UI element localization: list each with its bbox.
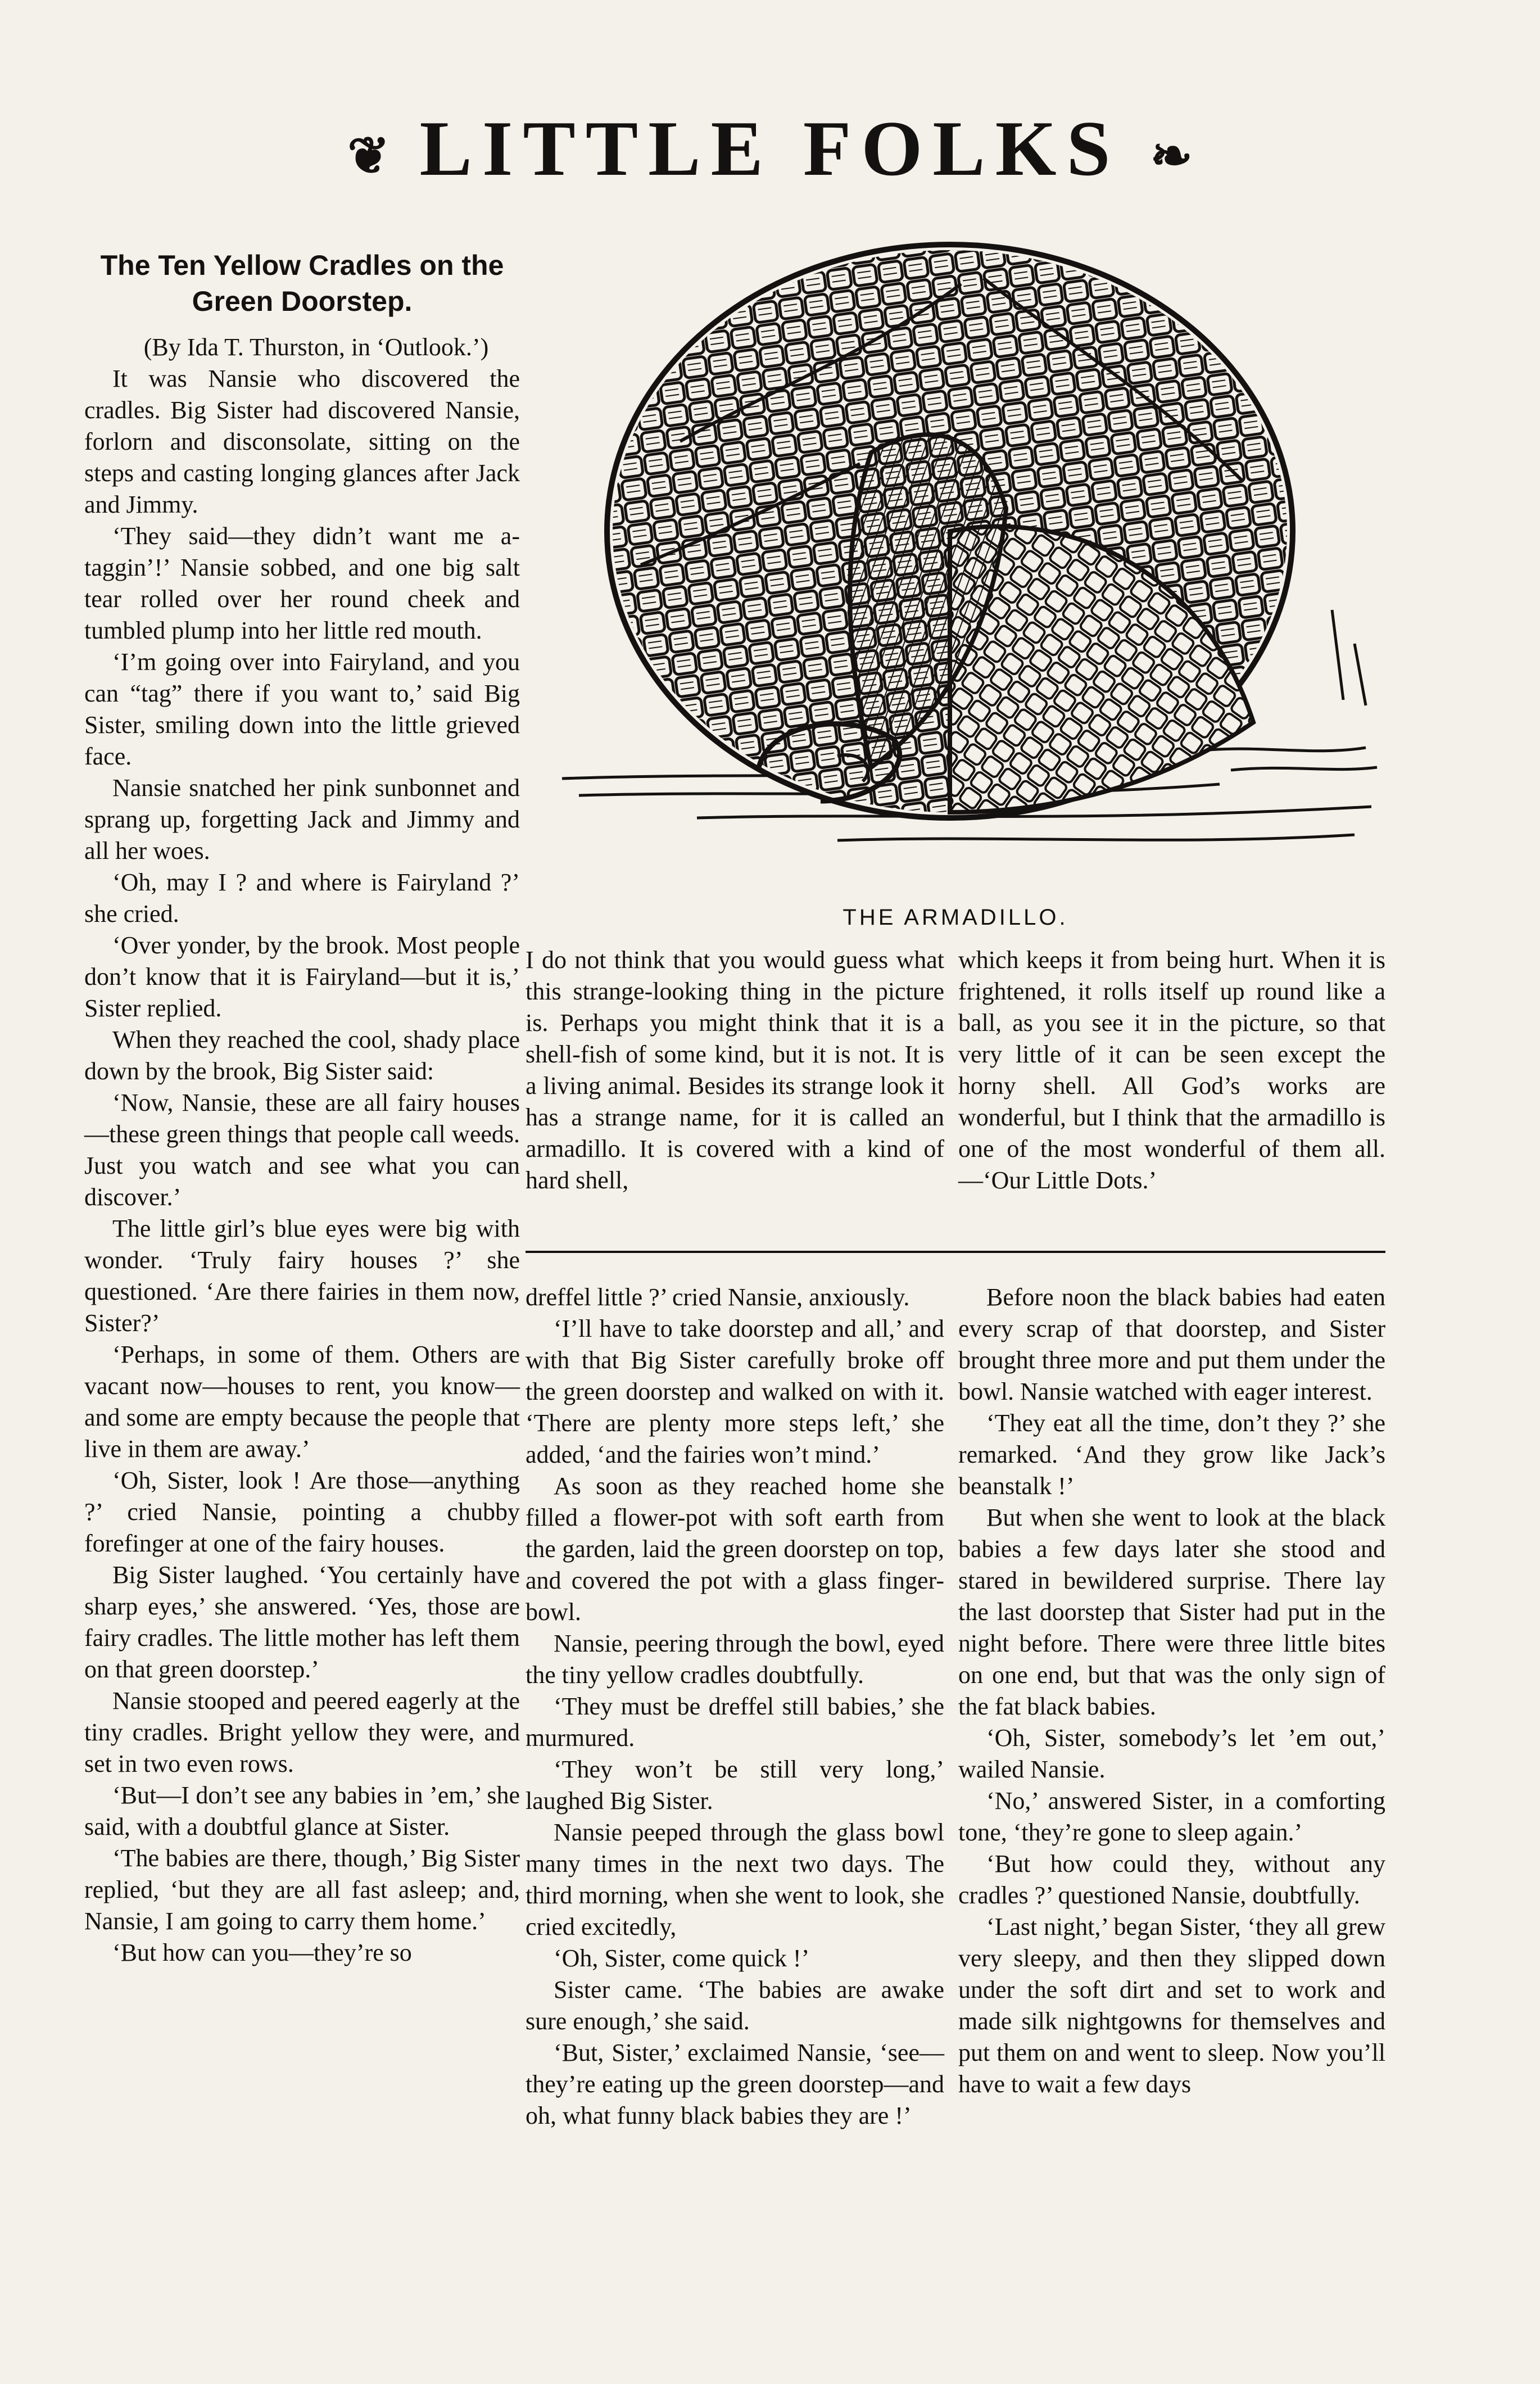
- paragraph: ‘They said—they didn’t want me a-taggin’!’ Nansie sobbed, and one big salt tear rolled over her round cheek and tumbled plump into her little red mouth.: [84, 522, 520, 644]
- paragraph: ‘But—I don’t see any babies in ’em,’ she said, with a doubtful glance at Sister.: [84, 1781, 520, 1840]
- story-title: The Ten Yellow Cradles on the Green Doorstep.: [100, 250, 504, 317]
- paragraph: ‘Oh, Sister, look ! Are those—anything ?’ cried Nansie, pointing a chubby forefinger at one of the fairy houses.: [84, 1467, 520, 1557]
- armadillo-column-2: [958, 944, 1385, 1196]
- paragraph: Nansie, peering through the bowl, eyed the tiny yellow cradles doubtfully.: [526, 1630, 944, 1689]
- paragraph: ‘But how can you—they’re so: [112, 1939, 412, 1966]
- paragraph: dreffel little ?’ cried Nansie, anxiously.: [526, 1283, 910, 1311]
- story-column-3: [958, 1282, 1385, 2100]
- paragraph: Nansie stooped and peered eagerly at the tiny cradles. Bright yellow they were, and set in two even rows.: [84, 1687, 520, 1777]
- paragraph: ‘Oh, may I ? and where is Fairyland ?’ she cried.: [84, 868, 520, 928]
- armadillo-text-2: which keeps it from being hurt. When it is frightened, it rolls itself up round like a ball, as you see it in the picture, so that very little of it can be seen except the horny shell. All God’s works are wonderful, but I think that the armadillo is one of the most wonderful of them all.—‘Our Little Dots.’: [958, 946, 1385, 1194]
- armadillo-column-1: [526, 944, 944, 1196]
- paragraph: Before noon the black babies had eaten every scrap of that doorstep, and Sister brought three more and put them under the bowl. Nansie watched with eager interest.: [958, 1283, 1385, 1405]
- paragraph: ‘Oh, Sister, somebody’s let ’em out,’ wailed Nansie.: [958, 1724, 1385, 1783]
- paragraph: ‘I’m going over into Fairyland, and you can “tag” there if you want to,’ said Big Sister, smiling down into the little grieved face.: [84, 648, 520, 770]
- story-col1-body: [84, 363, 520, 1969]
- paragraph: Nansie snatched her pink sunbonnet and sprang up, forgetting Jack and Jimmy and all her woes.: [84, 774, 520, 865]
- armadillo-text-1: I do not think that you would guess what this strange-looking thing in the picture is. Perhaps you might think that it is a shell-fish of some kind, but it is not. It is a living animal. Besides its strange look it has a strange name, for it is called an armadillo. It is covered with a kind of hard shell,: [526, 946, 944, 1194]
- paragraph: ‘Oh, Sister, come quick !’: [554, 1944, 810, 1972]
- paragraph: The little girl’s blue eyes were big with wonder. ‘Truly fairy houses ?’ she questioned. ‘Are there fairies in them now, Sister?’: [84, 1215, 520, 1337]
- armadillo-illustration: [556, 216, 1388, 891]
- paragraph: When they reached the cool, shady place down by the brook, Big Sister said:: [84, 1026, 520, 1085]
- right-ornament-icon: ❧: [1150, 128, 1193, 184]
- masthead-title: LITTLE FOLKS: [419, 105, 1121, 192]
- paragraph: But when she went to look at the black babies a few days later she stood and stared in bewildered surprise. There lay the last doorstep that Sister had put in the night before. There were three little bites on one end, but that was the only sign of the fat black babies.: [958, 1504, 1385, 1720]
- paragraph: As soon as they reached home she filled a flower-pot with soft earth from the garden, laid the green doorstep on top, and covered the pot with a glass finger-bowl.: [526, 1472, 944, 1626]
- paragraph: ‘But how could they, without any cradles ?’ questioned Nansie, doubtfully.: [958, 1850, 1385, 1909]
- paragraph: ‘They won’t be still very long,’ laughed Big Sister.: [526, 1756, 944, 1815]
- paragraph: Big Sister laughed. ‘You certainly have sharp eyes,’ she answered. ‘Yes, those are fairy cradles. The little mother has left them on that green doorstep.’: [84, 1561, 520, 1683]
- paragraph: ‘Perhaps, in some of them. Others are vacant now—houses to rent, you know—and some are empty because the people that live in them are away.’: [84, 1341, 520, 1463]
- story-byline: (By Ida T. Thurston, in ‘Outlook.’): [143, 333, 489, 361]
- masthead: [0, 105, 1540, 192]
- paragraph: It was Nansie who discovered the cradles. Big Sister had discovered Nansie, forlorn and disconsolate, sitting on the steps and casting longing glances after Jack and Jimmy.: [84, 365, 520, 518]
- paragraph: ‘Over yonder, by the brook. Most people don’t know that it is Fairyland—but it is,’ Sister replied.: [84, 931, 520, 1022]
- section-divider: [526, 1251, 1385, 1253]
- paragraph: ‘They must be dreffel still babies,’ she murmured.: [526, 1693, 944, 1752]
- left-ornament-icon: ❦: [347, 128, 390, 184]
- story-col3-body: [958, 1282, 1385, 2100]
- paragraph: ‘But, Sister,’ exclaimed Nansie, ‘see—they’re eating up the green doorstep—and oh, what funny black babies they are !’: [526, 2039, 944, 2129]
- paragraph: Nansie peeped through the glass bowl many times in the next two days. The third morning, when she went to look, she cried excitedly,: [526, 1818, 944, 1940]
- paragraph: ‘No,’ answered Sister, in a comforting tone, ‘they’re gone to sleep again.’: [958, 1787, 1385, 1846]
- story-column-1: [84, 247, 520, 1969]
- paragraph: ‘The babies are there, though,’ Big Sister replied, ‘but they are all fast asleep; and, Nansie, I am going to carry them home.’: [84, 1844, 520, 1935]
- paragraph: Sister came. ‘The babies are awake sure enough,’ she said.: [526, 1976, 944, 2035]
- story-column-2: [526, 1282, 944, 2132]
- paragraph: ‘Now, Nansie, these are all fairy houses—these green things that people call weeds. Just you watch and see what you can discover.’: [84, 1089, 520, 1211]
- paragraph: ‘They eat all the time, don’t they ?’ she remarked. ‘And they grow like Jack’s beanstalk !’: [958, 1409, 1385, 1500]
- paragraph: ‘Last night,’ began Sister, ‘they all grew very sleepy, and then they slipped down under the soft dirt and set to work and made silk nightgowns for themselves and put them on and went to sleep. Now you’ll have to wait a few days: [958, 1913, 1385, 2098]
- paragraph: ‘I’ll have to take doorstep and all,’ and with that Big Sister carefully broke off the green doorstep and walked on with it. ‘There are plenty more steps left,’ she added, ‘and the fairies won’t mind.’: [526, 1315, 944, 1468]
- illustration-caption: THE ARMADILLO.: [843, 905, 1068, 930]
- story-col2-body: [526, 1282, 944, 2132]
